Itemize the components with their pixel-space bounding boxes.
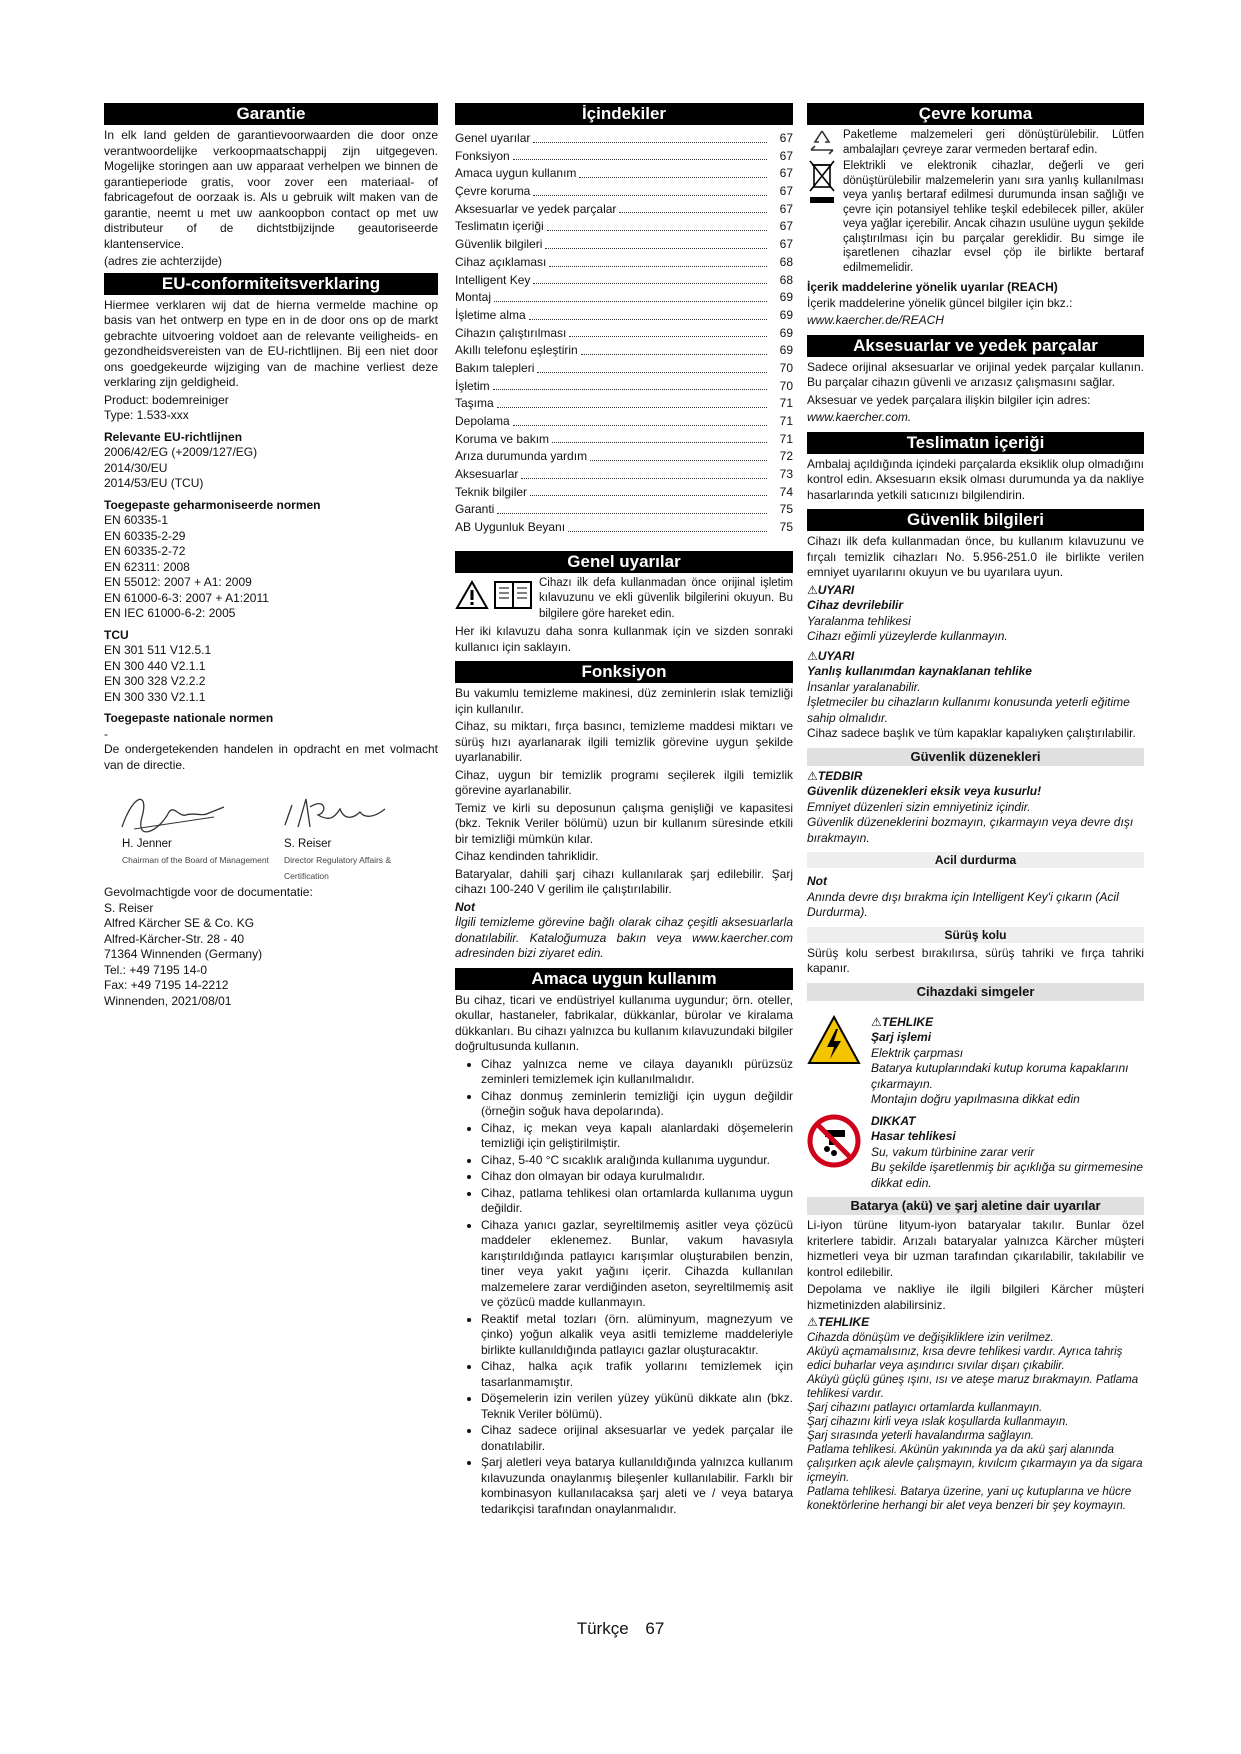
toc-leader <box>513 148 767 161</box>
toc-item[interactable] <box>455 289 793 307</box>
table-of-contents <box>455 130 793 537</box>
signatory-1-role: Chairman of the Board of Management <box>122 855 269 865</box>
symbol-water-row <box>807 1114 1144 1192</box>
norm-item: EN 60335-1 <box>104 513 169 527</box>
toc-item[interactable] <box>455 201 793 219</box>
directive-item: 2014/53/EU (TCU) <box>104 476 204 490</box>
toc-leader <box>568 519 767 532</box>
toc-item[interactable] <box>455 148 793 166</box>
recycle-icon <box>807 128 837 156</box>
warning-2-line: İnsanlar yaralanabilir. <box>807 679 921 694</box>
toc-item[interactable] <box>455 236 793 254</box>
contact-line: Alfred-Kärcher-Str. 28 - 40 <box>104 931 245 946</box>
toc-item-page: 70 <box>779 360 793 375</box>
directive-item: 2006/42/EG (+2009/127/EG) <box>104 445 258 459</box>
toc-leader <box>497 395 767 408</box>
toc-item-title: Teknik bilgiler <box>455 484 528 499</box>
garantie-text: In elk land gelden de garantievoorwaarden die door onze verantwoordelijke verkoopmaatschappij zijn uitgegeven. Mogelijke storingen aan uw apparaat verhelpen we binnen de garantieperiode gratis, voor zover een materiaal- of fabricagefout de oorzaak is. Als u gebruik wilt maken van de garantie, neemt u met uw aankoopbon contact op met uw distributeur of de dichtstbijzijnde geautoriseerde klantenservice. <box>104 128 438 251</box>
list-item: • Cihaz sadece orijinal aksesuarlar ve yedek parçalar ile donatılabilir. <box>481 1423 793 1454</box>
toc-item-page: 68 <box>779 254 793 269</box>
list-item: • Cihaz donmuş zeminlerin temizliği için uygun değildir (örneğin soğuk hava depolarında). <box>481 1089 793 1120</box>
contact-line: Tel.: +49 7195 14-0 <box>104 962 208 977</box>
column-3 <box>807 103 1144 1513</box>
toc-item-title: İşletim <box>455 378 490 393</box>
duzenek-subheading: Güvenlik düzenekleri <box>807 748 1144 766</box>
tcu-list <box>104 643 438 705</box>
contact-line: S. Reiser <box>104 900 154 915</box>
fonksiyon-p2: Cihaz, su miktarı, fırça basıncı, temizleme maddesi miktarı ve sürüş hızı ayarlanarak ilgili temizlik görevine uygun şekilde uyarlanabilir. <box>455 719 793 765</box>
toc-item-title: Teslimatın içeriği <box>455 219 544 234</box>
signatures <box>104 787 438 881</box>
toc-item-page: 69 <box>779 325 793 340</box>
toc-item-page: 69 <box>779 290 793 305</box>
toc-leader <box>619 201 767 214</box>
toc-item-page: 70 <box>779 378 793 393</box>
toc-leader <box>545 236 767 249</box>
manual-book-icon <box>493 578 533 610</box>
toc-item-title: Intelligent Key <box>455 272 531 287</box>
directive-item: 2014/30/EU <box>104 460 168 475</box>
column-2 <box>455 103 793 1518</box>
cevre-p2: Elektrikli ve elektronik cihazlar, değerli ve geri dönüştürülebilir malzemelerin yanı sıra yanlış kullanılması veya yanlış bertaraf edilmesi durumunda insan sağlığı ve çevre için potansiyel tehlike teşkil edebilecek piller, aküler veya yağlar içerebilir. Ancak cihazın usulüne uygun şekilde çalıştırılması için bu parçalar gereklidir. Bu simge ile işaretlenen cihazlar evsel çöp ile birlikte bertaraf edilmemelidir. <box>843 160 1144 274</box>
norm-item: EN 60335-2-29 <box>104 528 186 543</box>
toc-leader <box>533 183 767 196</box>
symbol-1-title: Şarj işlemi <box>871 1030 932 1044</box>
toc-item-title: Cihaz açıklaması <box>455 254 547 269</box>
danger-line: Aküyü güçlü güneş ışını, ısı ve ateşe maruz bırakmayın. Patlama tehlikesi vardır. <box>807 1373 1139 1400</box>
danger-line: Cihazda dönüşüm ve değişikliklere izin verilmez. <box>807 1331 1054 1344</box>
toc-item[interactable] <box>455 448 793 466</box>
toc-item-title: Güvenlik bilgileri <box>455 237 543 252</box>
toc-item-page: 67 <box>779 201 793 216</box>
list-item: • Cihaz, iç mekan veya kapalı alanlardaki döşemelerin temizliği için geliştirilmiştir. <box>481 1121 793 1152</box>
fonksiyon-p4: Temiz ve kirli su deposunun çalışma genişliği ve kapasitesi (bkz. Teknik Veriler bölümü) uzun bir kullanım süresinde etkili bir temizliği mümkün kılar. <box>455 800 793 846</box>
weee-row <box>807 159 1144 277</box>
norm-item: EN 55012: 2007 + A1: 2009 <box>104 575 252 589</box>
toc-item-title: Amaca uygun kullanım <box>455 166 577 181</box>
warning-1-label: ⚠UYARI <box>807 582 855 597</box>
toc-item-page: 71 <box>779 396 793 411</box>
fonksiyon-p5: Cihaz kendinden tahriklidir. <box>455 849 599 864</box>
cevre-p1: Paketleme malzemeleri geri dönüştürülebilir. Lütfen ambalajları çevreye zarar vermeden bertaraf edin. <box>843 129 1144 156</box>
symbol-water-text <box>871 1114 1144 1192</box>
toc-item-page: 67 <box>779 131 793 145</box>
toc-item[interactable] <box>455 307 793 325</box>
toc-item-page: 67 <box>779 219 793 234</box>
toc-item-title: Fonksiyon <box>455 148 510 163</box>
signatory-2-name: S. Reiser <box>284 838 332 850</box>
crossed-bin-icon <box>807 159 837 205</box>
recycle-row <box>807 128 1144 159</box>
page-number: 67 <box>645 1619 665 1638</box>
list-item: • Reaktif metal tozları (örn. alüminyum, magnezyum ve çinko) yoğun alkalik veya asitli temizleme maddeleriyle birlikte kullanıldığında patlayıcı gazlar oluşturacaktır. <box>481 1312 793 1359</box>
danger-line: Patlama tehlikesi. Akünün yakınında ya da akü şarj alanında çalışırken açık alevle çalışmayın, kıvılcım çıkarmayın ya da sigara içmeyin. <box>807 1443 1143 1484</box>
column-1 <box>104 103 438 1009</box>
toc-item[interactable] <box>455 130 793 148</box>
norm-item: EN 60335-2-72 <box>104 544 186 558</box>
electric-hazard-icon <box>807 1015 861 1065</box>
norm-item: EN 62311: 2008 <box>104 559 190 574</box>
toc-item-page: 69 <box>779 307 793 322</box>
toc-leader <box>497 501 767 514</box>
guvenlik-intro: Cihazı ilk defa kullanmadan önce, bu kullanım kılavuzunu ve fırçalı temizlik cihazları No. 5.956-251.0 ile birlikte verilen emniyet uyarılarını okuyun ve bu uyarılara uyun. <box>807 534 1144 579</box>
toc-leader <box>493 378 767 391</box>
toc-leader <box>530 484 767 497</box>
reach-text: İçerik maddelerine yönelik güncel bilgiler için bkz.: <box>807 295 1073 310</box>
footer-language: Türkçe <box>576 1619 629 1638</box>
reach-title: İçerik maddelerine yönelik uyarılar (REACH) <box>807 280 1058 294</box>
toc-item-title: Cihazın çalıştırılması <box>455 325 567 340</box>
genel-text-2: Her iki kılavuzu daha sonra kullanmak için ve sizden sonraki kullanıcı için saklayın. <box>455 624 793 654</box>
toc-leader <box>537 360 767 373</box>
toc-item-title: Bakım talepleri <box>455 360 535 375</box>
toc-item[interactable] <box>455 218 793 236</box>
symbol-1-line: Montajın doğru yapılmasına dikkat edin <box>871 1092 1080 1106</box>
toc-item-page: 69 <box>779 343 793 358</box>
toc-item-page: 71 <box>779 414 793 428</box>
batarya-danger-lines <box>807 1331 1144 1513</box>
caution-line: Emniyet düzenleri sizin emniyetiniz içindir. <box>807 799 1031 814</box>
surus-subheading: Sürüş kolu <box>807 927 1144 943</box>
toc-item[interactable] <box>455 466 793 484</box>
toc-item-title: Taşıma <box>455 396 494 411</box>
toc-item[interactable] <box>455 342 793 360</box>
toc-item[interactable] <box>455 431 793 449</box>
toc-item-page: 67 <box>779 166 793 181</box>
toc-leader <box>549 254 767 267</box>
danger-line: Aküyü açmamalısınız, kısa devre tehlikesi vardır. Ayrıca tahriş edici buharlar veya aşındırıcı sıvılar dışarı çıkabilir. <box>807 1345 1123 1372</box>
acil-subheading: Acil durdurma <box>807 852 1144 868</box>
toc-item-page: 73 <box>779 467 793 482</box>
symbol-electric-row <box>807 1015 1144 1108</box>
norm-item: EN 61000-6-3: 2007 + A1:2011 <box>104 590 269 605</box>
toc-leader <box>590 448 767 461</box>
symbol-2-title: Hasar tehlikesi <box>871 1129 956 1143</box>
tcu-item: EN 300 440 V2.1.1 <box>104 658 206 673</box>
toc-item-page: 67 <box>779 237 793 252</box>
contact-line: Fax: +49 7195 14-2212 <box>104 978 229 992</box>
warning-1-line: Yaralanma tehlikesi <box>807 613 911 628</box>
signatory-2-role: Director Regulatory Affairs & Certification <box>284 855 392 881</box>
toc-item-title: AB Uygunluk Beyanı <box>455 520 566 535</box>
toc-item-title: Montaj <box>455 290 492 305</box>
acil-note-text: Anında devre dışı bırakma için Intelligent Key'i çıkarın (Acil Durdurma). <box>807 889 1119 919</box>
teslimat-text: Ambalaj açıldığında içindeki parçalarda eksiklik olup olmadığını kontrol edin. Aksesuarın eksik olması durumunda ya da nakliye hasarlarında yetkili satıcınızı bilgilendirin. <box>807 456 1144 502</box>
toc-leader <box>533 130 767 143</box>
warning-2-label: ⚠UYARI <box>807 648 855 663</box>
danger-line: Şarj cihazını kirli veya ıslak koşullarda kullanmayın. <box>807 1415 1069 1428</box>
toc-leader <box>547 218 767 231</box>
toc-item[interactable] <box>455 254 793 272</box>
toc-heading: İçindekiler <box>455 103 793 125</box>
toc-leader <box>581 342 767 355</box>
fonksiyon-p6: Bataryalar, dahili şarj cihazı kullanılarak şarj edilebilir. Şarj cihazı 100-240 V gerilim ile çalıştırılabilir. <box>455 866 793 897</box>
toc-item-title: İşletime alma <box>455 307 526 322</box>
batarya-subheading: Batarya (akü) ve şarj aletine dair uyarılar <box>807 1197 1144 1215</box>
tcu-item: EN 301 511 V12.5.1 <box>104 643 212 657</box>
tcu-item: EN 300 330 V2.1.1 <box>104 689 206 704</box>
symbol-electric-text <box>871 1015 1144 1108</box>
toc-item-title: Genel uyarılar <box>455 131 531 145</box>
aksesuar-p1: Sadece orijinal aksesuarlar ve orijinal yedek parçalar kullanın. Bu parçalar cihazın güvenli ve arızasız çalışmasını sağlar. <box>807 359 1144 389</box>
aksesuar-url[interactable]: www.kaercher.com. <box>807 410 912 424</box>
fonksiyon-p1: Bu vakumlu temizleme makinesi, düz zeminlerin ıslak temizliği için kullanılır. <box>455 686 793 716</box>
toc-item-page: 71 <box>779 431 793 446</box>
reach-url[interactable]: www.kaercher.de/REACH <box>807 313 944 327</box>
genel-text-1: Cihazı ilk defa kullanmadan önce orijinal işletim kılavuzunu ve ekli güvenlik bilgilerini okuyun. Bu bilgilere göre hareket edin. <box>539 576 793 620</box>
no-water-icon <box>807 1114 861 1168</box>
danger-line: Patlama tehlikesi. Batarya üzerine, yani uç kutuplarına ve hücre konektörlerine herhangi bir alet veya benzeri bir şey koymayın. <box>807 1485 1132 1512</box>
toc-item[interactable] <box>455 325 793 343</box>
amaca-bullet-list <box>455 1057 793 1518</box>
toc-item-page: 68 <box>779 272 793 287</box>
toc-item[interactable] <box>455 360 793 378</box>
list-item: • Şarj aletleri veya batarya kullanıldığında yalnızca kullanım kılavuzunda onaylanmış bileşenler kullanılabilir. Farklı bir kombinasyon kullanılacaksa şarj aleti ve / veya batarya tedarikçisi tarafından onaylanmalıdır. <box>481 1455 793 1517</box>
directives-list <box>104 445 438 492</box>
fonksiyon-p3: Cihaz, uygun bir temizlik programı seçilerek ilgili temizlik görevine ayarlanabilir. <box>455 767 793 798</box>
eu-text: Hiermee verklaren wij dat de hierna vermelde machine op basis van het ontwerp en type en in de door ons op de markt gebrachte uitvoering voldoet aan de relevante veiligheids- en gezondheidsvereisten van de EU-richtlijnen. Bij een niet door ons goedgekeurde wijziging van de machine verliest deze verklaring zijn geldigheid. <box>104 297 438 389</box>
toc-item[interactable] <box>455 501 793 519</box>
list-item: • Döşemelerin izin verilen yüzey yükünü dikkate alın (bkz. Teknik Veriler bölümü). <box>481 1391 793 1422</box>
genel-heading: Genel uyarılar <box>455 551 793 573</box>
signatory-1-name: H. Jenner <box>122 838 172 850</box>
fonksiyon-note-title: Not <box>455 899 475 914</box>
symbol-1-label: ⚠TEHLIKE <box>871 1014 934 1029</box>
toc-item-page: 74 <box>779 484 793 499</box>
batarya-p2: Depolama ve nakliye ile ilgili bilgileri Kärcher müşteri hizmetinizden alabilirsiniz. <box>807 1282 1144 1312</box>
norms-list <box>104 513 438 622</box>
garantie-note: (adres zie achterzijde) <box>104 254 223 268</box>
toc-item-title: Depolama <box>455 414 510 428</box>
symbol-2-line: Su, vakum türbinine zarar verir <box>871 1144 1035 1159</box>
toc-item-title: Çevre koruma <box>455 184 531 199</box>
directives-title: Relevante EU-richtlijnen <box>104 429 243 444</box>
list-item: • Cihaz don olmayan bir odaya kurulmalıdır. <box>481 1169 793 1185</box>
norms-title: Toegepaste geharmoniseerde normen <box>104 497 321 512</box>
toc-item-title: Aksesuarlar <box>455 467 519 482</box>
guvenlik-heading: Güvenlik bilgileri <box>807 509 1144 531</box>
toc-leader <box>521 466 767 479</box>
toc-item-title: Koruma ve bakım <box>455 431 550 446</box>
toc-item-page: 67 <box>779 148 793 163</box>
warning-1-line: Cihazı eğimli yüzeylerde kullanmayın. <box>807 629 1008 643</box>
contact-line: Gevolmachtigde voor de documentatie: <box>104 885 313 899</box>
contact-line: Winnenden, 2021/08/01 <box>104 993 232 1008</box>
list-item: • Cihaza yanıcı gazlar, seyreltilmemiş asitler veya çözücü maddeler eklenemez. Bunlar, vakum havasıyla karıştırıldığında patlayıcı karışımlar oluşturabilen benzin, tiner veya yakıt yağını içerir. Cihazda kullanılan malzemelere zarar verdiğinden aseton, seyreltilmemiş asit ve çözücü madde kullanmayın. <box>481 1218 793 1311</box>
symbol-2-line: Bu şekilde işaretlenmiş bir açıklığa su girmemesine dikkat edin. <box>871 1160 1144 1190</box>
genel-warning-row <box>455 576 793 625</box>
toc-leader <box>569 325 767 338</box>
toc-item-title: Akıllı telefonu eşleştirin <box>455 343 578 358</box>
warning-2-para: Cihaz sadece başlık ve tüm kapaklar kapalıyken çalıştırılabilir. <box>807 726 1136 740</box>
cevre-heading: Çevre koruma <box>807 103 1144 125</box>
teslimat-heading: Teslimatın içeriği <box>807 432 1144 454</box>
fonksiyon-note: İlgili temizleme görevine bağlı olarak cihaz çeşitli aksesuarlarla donatılabilir. Kataloğumuza bakın veya www.kaercher.com adresinden bizi ziyaret edin. <box>455 915 793 961</box>
batarya-p1: Li-iyon türüne lityum-iyon bataryalar takılır. Bunlar özel kriterlere tabidir. Arızalı bataryalar yalnızca Kärcher müşteri hizmetleri veya bir uzman tarafından çıkarılabilir, takılabilir ve kontrol edilebilir. <box>807 1218 1144 1279</box>
garantie-heading: Garantie <box>104 103 438 125</box>
caution-title: Güvenlik düzenekleri eksik veya kusurlu! <box>807 784 1042 798</box>
symbol-1-line: Elektrik çarpması <box>871 1045 964 1060</box>
list-item: • Cihaz, halka açık trafik yollarını temizlemek için tasarlanmamıştır. <box>481 1359 793 1390</box>
toc-item[interactable] <box>455 413 793 431</box>
warning-1-title: Cihaz devrilebilir <box>807 598 904 612</box>
contact-line: Alfred Kärcher SE & Co. KG <box>104 916 255 930</box>
tcu-item: EN 300 328 V2.2.2 <box>104 674 206 688</box>
toc-item[interactable] <box>455 165 793 183</box>
toc-leader <box>494 289 767 302</box>
signed-text: De ondergetekenden handelen in opdracht en met volmacht van de directie. <box>104 742 438 772</box>
toc-item-title: Garanti <box>455 502 495 517</box>
toc-item[interactable] <box>455 519 793 537</box>
toc-item[interactable] <box>455 484 793 502</box>
toc-item-title: Arıza durumunda yardım <box>455 449 588 464</box>
page-footer <box>0 1621 1241 1637</box>
amaca-intro: Bu cihaz, ticari ve endüstriyel kullanıma uygundur; örn. oteller, okullar, hastaneler, fabrikalar, dükkanlar, bürolar ve kiralama dükkanları. Bu cihazı yalnızca bu kullanım kılavuzundaki bilgiler doğrultusunda kullanın. <box>455 992 793 1054</box>
toc-item-page: 72 <box>779 449 793 464</box>
warning-2-title: Yanlış kullanımdan kaynaklanan tehlike <box>807 664 1032 678</box>
symbol-2-label: DIKKAT <box>871 1113 916 1128</box>
surus-text: Sürüş kolu serbest bırakılırsa, sürüş tahriki ve fırça tahriki kapanır. <box>807 945 1144 975</box>
toc-leader <box>552 431 767 444</box>
toc-item-page: 67 <box>779 184 793 199</box>
toc-item[interactable] <box>455 378 793 396</box>
caution-label: ⚠TEDBIR <box>807 768 863 783</box>
toc-item-page: 75 <box>779 502 793 517</box>
warning-triangle-icon <box>455 580 489 610</box>
danger-line: Şarj sırasında yeterli havalandırma sağlayın. <box>807 1429 1034 1442</box>
tcu-title: TCU <box>104 627 129 642</box>
toc-leader <box>513 413 767 426</box>
toc-leader <box>533 272 767 285</box>
documentation-contact <box>104 885 438 1009</box>
batarya-danger-label: ⚠TEHLIKE <box>807 1315 870 1329</box>
toc-item-title: Aksesuarlar ve yedek parçalar <box>455 201 617 216</box>
fonksiyon-heading: Fonksiyon <box>455 661 793 683</box>
toc-item[interactable] <box>455 272 793 290</box>
toc-item-page: 75 <box>779 520 793 535</box>
acil-note-title: Not <box>807 874 827 888</box>
aksesuar-heading: Aksesuarlar ve yedek parçalar <box>807 335 1144 357</box>
warning-2-line: İşletmeciler bu cihazların kullanımı konusunda yeterli eğitime sahip olmalıdır. <box>807 695 1130 725</box>
aksesuar-p2: Aksesuar ve yedek parçalara ilişkin bilgiler için adres: <box>807 392 1091 407</box>
list-item: • Cihaz, 5-40 °C sıcaklık aralığında kullanıma uygundur. <box>481 1153 793 1169</box>
caution-line: Güvenlik düzeneklerini bozmayın, çıkarmayın veya devre dışı bırakmayın. <box>807 815 1134 845</box>
toc-item[interactable] <box>455 395 793 413</box>
symbol-1-line: Batarya kutuplarındaki kutup koruma kapaklarını çıkarmayın. <box>871 1061 1129 1091</box>
eu-product: Product: bodemreiniger <box>104 392 229 407</box>
toc-leader <box>579 165 767 178</box>
eu-type: Type: 1.533-xxx <box>104 408 189 422</box>
simge-subheading: Cihazdaki simgeler <box>807 983 1144 1001</box>
list-item: • Cihaz, patlama tehlikesi olan ortamlarda kullanıma uygun değildir. <box>481 1186 793 1217</box>
eu-heading: EU-conformiteitsverklaring <box>104 273 438 295</box>
national-value: - <box>104 726 108 741</box>
norm-item: EN IEC 61000-6-2: 2005 <box>104 606 236 620</box>
danger-line: Şarj cihazını patlayıcı ortamlarda kullanmayın. <box>807 1401 1043 1414</box>
amaca-heading: Amaca uygun kullanım <box>455 968 793 990</box>
contact-line: 71364 Winnenden (Germany) <box>104 947 263 961</box>
toc-item[interactable] <box>455 183 793 201</box>
list-item: • Cihaz yalnızca neme ve cilaya dayanıklı pürüzsüz zeminleri temizlemek için kullanılmalıdır. <box>481 1057 793 1088</box>
national-title: Toegepaste nationale normen <box>104 711 274 725</box>
signature-reiser <box>280 787 400 837</box>
signature-jenner <box>114 787 234 837</box>
toc-leader <box>529 307 767 320</box>
